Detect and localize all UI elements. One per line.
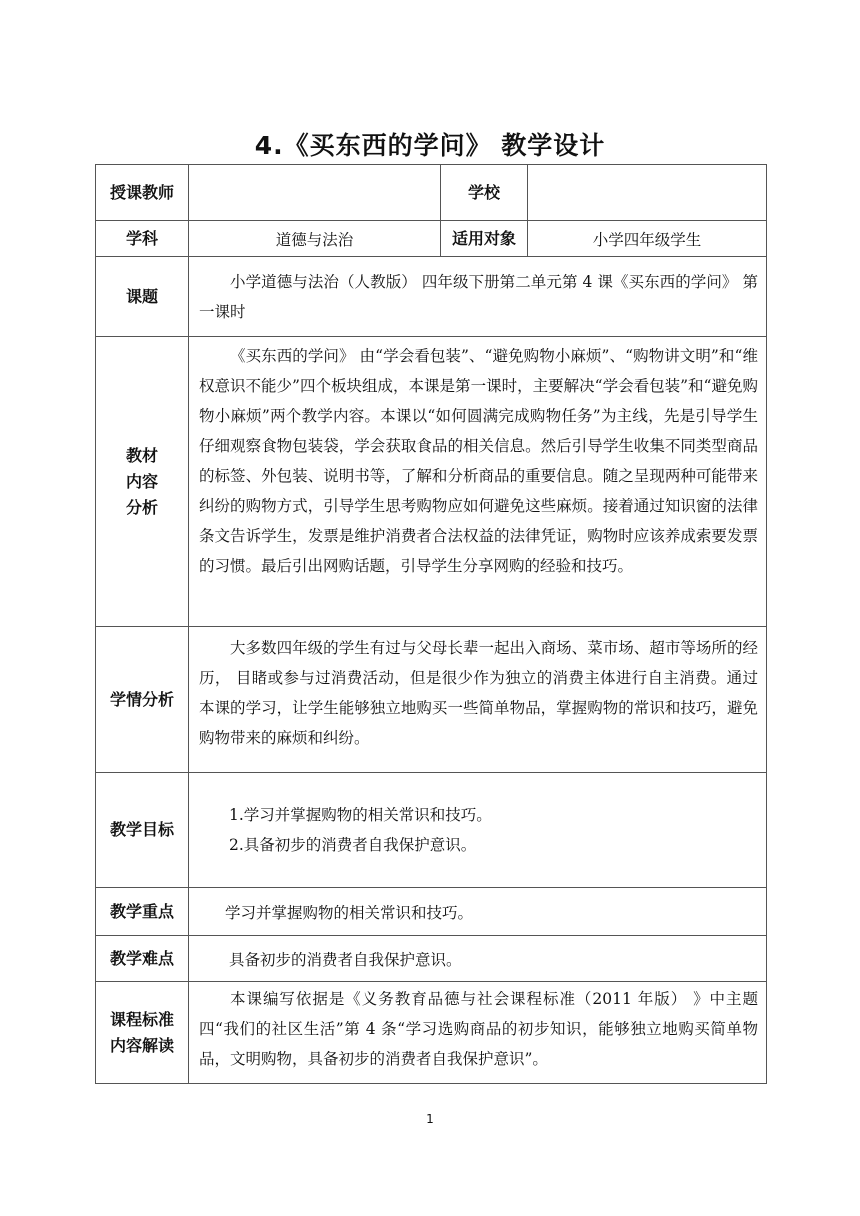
learner-text: 大多数四年级的学生有过与父母长辈一起出入商场、菜市场、超市等场所的经历， 目睹或参与过消费活动，但是很少作为独立的消费主体进行自主消费。通过本课的学习，让学生能够独立地购买一些简单物品，掌握购物的常识和技巧，避免购物带来的麻烦和纠纷。 — [189, 627, 767, 773]
school-label: 学校 — [441, 165, 528, 221]
topic-text: 小学道德与法治（人教版） 四年级下册第二单元第 4 课《买东西的学问》 第一课时 — [189, 257, 767, 337]
difficulty-label: 教学难点 — [96, 936, 189, 982]
row-learner — [96, 627, 767, 773]
page-title: 4.《买东西的学问》 教学设计 — [254, 131, 606, 160]
difficulty-text: 具备初步的消费者自我保护意识。 — [189, 936, 767, 982]
audience-value: 小学四年级学生 — [528, 221, 767, 257]
row-standard — [96, 982, 767, 1084]
lesson-design-table — [95, 164, 767, 1084]
key-label: 教学重点 — [96, 888, 189, 936]
goal-item: 2.具备初步的消费者自我保护意识。 — [229, 836, 477, 854]
row-key — [96, 888, 767, 936]
school-value — [528, 165, 767, 221]
learner-label: 学情分析 — [96, 627, 189, 773]
material-text: 《买东西的学问》 由“学会看包装”、“避免购物小麻烦”、“购物讲文明”和“维权意识不能少”四个板块组成，本课是第一课时，主要解决“学会看包装”和“避免购物小麻烦”两个教学内容。本课以“如何圆满完成购物任务”为主线，先是引导学生仔细观察食物包装袋，学会获取食品的相关信息。然后引导学生收集不同类型商品的标签、外包装、说明书等，了解和分析商品的重要信息。随之呈现两种可能带来纠纷的购物方式，引导学生思考购物应如何避免这些麻烦。接着通过知识窗的法律条文告诉学生，发票是维护消费者合法权益的法律凭证，购物时应该养成索要发票的习惯。最后引出网购话题，引导学生分享网购的经验和技巧。 — [189, 337, 767, 627]
material-label-line-3: 分析 — [125, 497, 158, 517]
row-material — [96, 337, 767, 627]
row-difficulty — [96, 936, 767, 982]
material-label-line-1: 教材 — [125, 445, 158, 465]
goal-item: 1.学习并掌握购物的相关常识和技巧。 — [229, 806, 492, 824]
topic-label: 课题 — [96, 257, 189, 337]
standard-text: 本课编写依据是《义务教育品德与社会课程标准（2011 年版） 》中主题四“我们的社区生活”第 4 条“学习选购商品的初步知识，能够独立地购买简单物品，文明购物，具备初步的消费者自我保护意识”。 — [189, 982, 767, 1084]
key-text: 学习并掌握购物的相关常识和技巧。 — [189, 888, 767, 936]
row-subject — [96, 221, 767, 257]
goals-list — [189, 773, 767, 888]
teacher-label: 授课教师 — [96, 165, 189, 221]
subject-value: 道德与法治 — [189, 221, 441, 257]
standard-label-line-2: 内容解读 — [109, 1035, 174, 1055]
standard-label — [96, 982, 189, 1084]
row-teacher-school — [96, 165, 767, 221]
material-label-line-2: 内容 — [125, 471, 158, 491]
teacher-value — [189, 165, 441, 221]
goals-label: 教学目标 — [96, 773, 189, 888]
standard-label-line-1: 课程标准 — [109, 1009, 174, 1029]
row-topic — [96, 257, 767, 337]
row-goals — [96, 773, 767, 888]
material-label — [96, 337, 189, 627]
page-number: 1 — [426, 1112, 434, 1126]
audience-label: 适用对象 — [441, 221, 528, 257]
subject-label: 学科 — [96, 221, 189, 257]
